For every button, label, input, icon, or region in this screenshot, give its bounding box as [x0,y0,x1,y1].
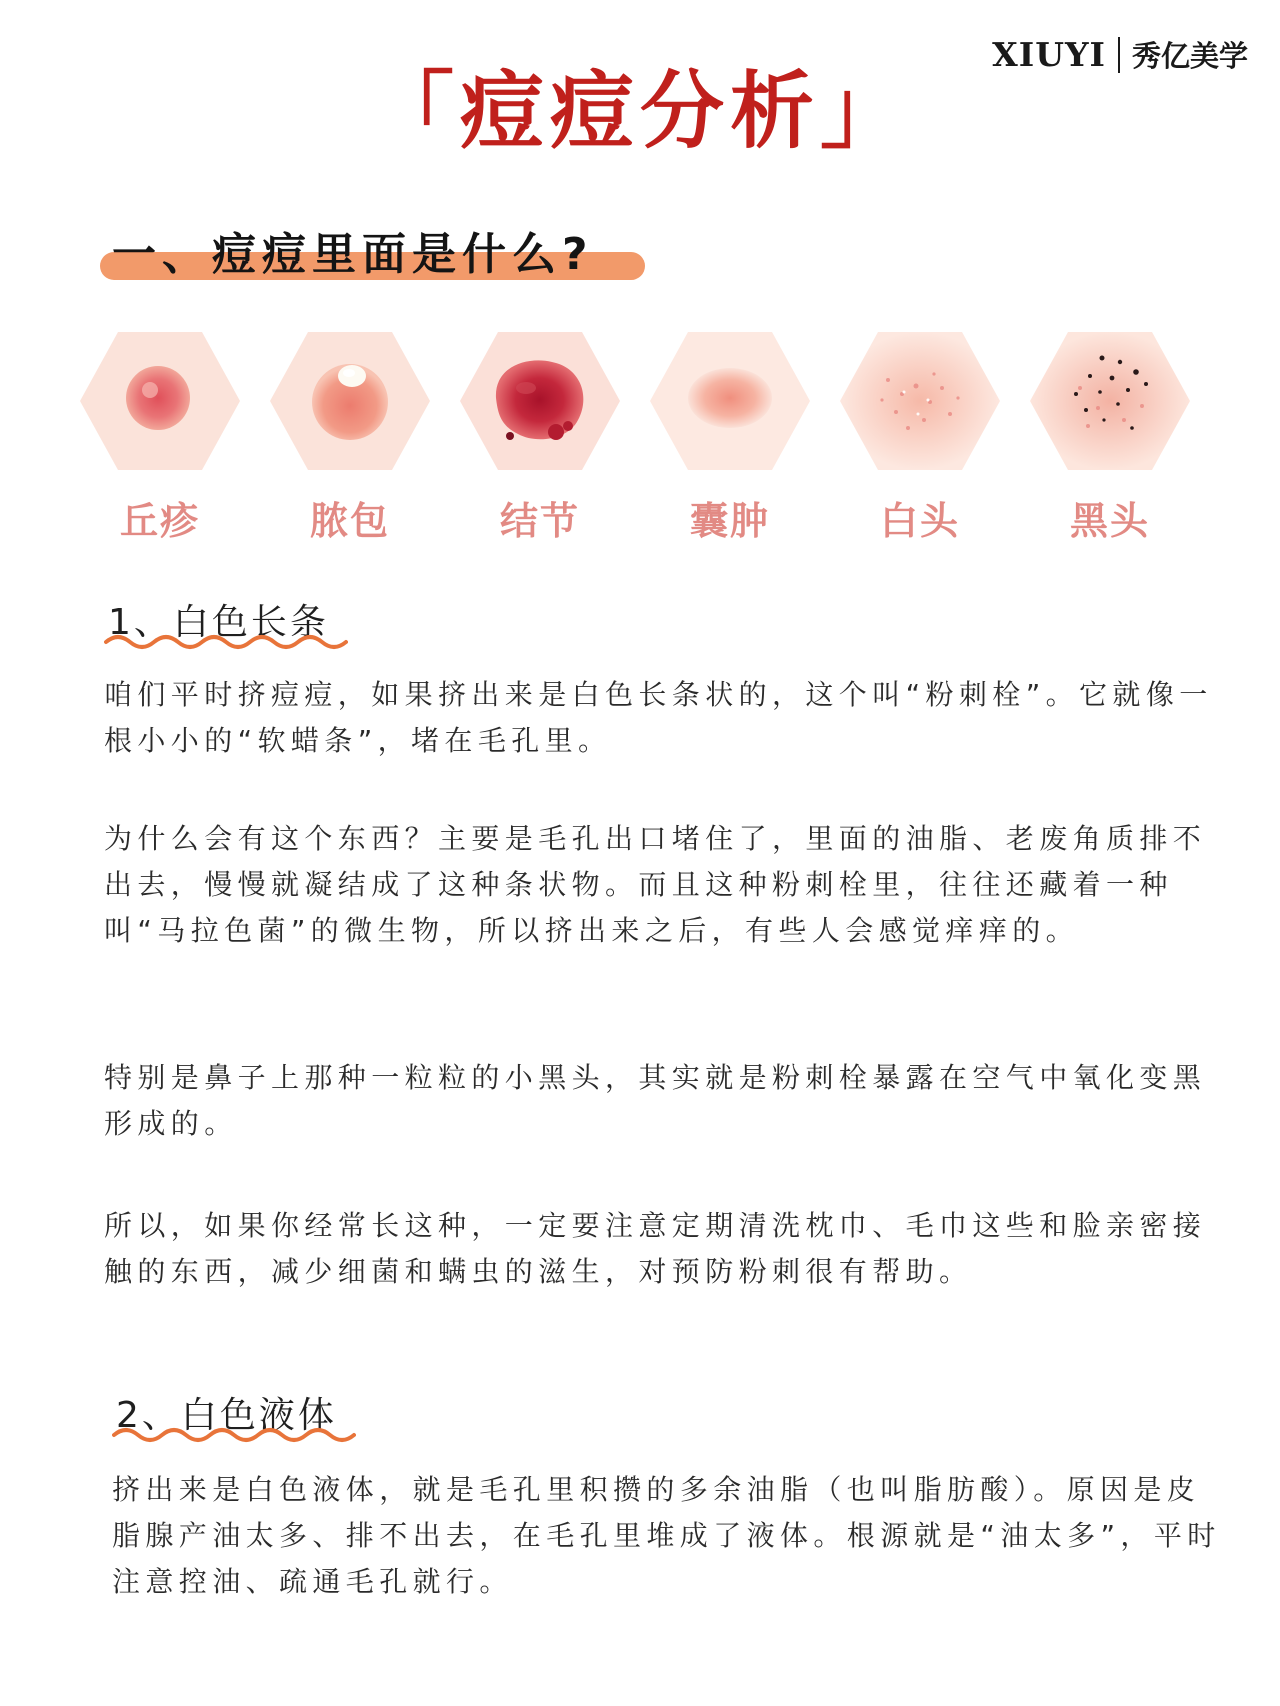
paragraph: 咱们平时挤痘痘，如果挤出来是白色长条状的，这个叫“粉刺栓”。它就像一根小小的“软蜡条”，堵在毛孔里。 [104,678,1213,757]
acne-type-blackhead [1028,328,1198,548]
section-heading-text: 一、痘痘里面是什么? [112,229,594,280]
subheading-white-strip [108,594,329,645]
acne-type-label: 黑头 [1069,499,1150,543]
nodule-image [458,328,622,474]
brand-name-en: XIUYI [992,35,1106,74]
acne-type-pustule [268,328,438,548]
section-heading [100,218,660,288]
acne-types-row [78,328,1208,548]
cyst-image [648,328,812,474]
wave-underline-icon [112,1423,356,1443]
paragraph: 所以，如果你经常长这种，一定要注意定期清洗枕巾、毛巾这些和脸亲密接触的东西，减少细菌和螨虫的滋生，对预防粉刺很有帮助。 [104,1209,1207,1288]
wave-underline-icon [104,630,348,650]
acne-type-label: 囊肿 [689,499,770,543]
paragraph: 为什么会有这个东西？主要是毛孔出口堵住了，里面的油脂、老废角质排不出去，慢慢就凝结成了这种条状物。而且这种粉刺栓里，往往还藏着一种叫“马拉色菌”的微生物，所以挤出来之后，有些人会感觉痒痒的。 [104,822,1207,947]
acne-type-label: 丘疹 [119,499,200,543]
whitehead-image [838,328,1002,474]
subheading-white-liquid [116,1387,337,1438]
acne-type-papule [78,328,248,548]
papule-image [78,328,242,474]
paragraph: 特别是鼻子上那种一粒粒的小黑头，其实就是粉刺栓暴露在空气中氧化变黑形成的。 [104,1061,1207,1140]
pustule-image [268,328,432,474]
acne-type-label: 脓包 [309,499,390,543]
acne-type-label: 白头 [879,499,960,543]
acne-type-cyst [648,328,818,548]
blackhead-image [1028,328,1192,474]
acne-type-whitehead [838,328,1008,548]
acne-type-nodule [458,328,628,548]
subheading-text: 2、白色液体 [116,1395,337,1436]
brand-name-cn: 秀亿美学 [1131,39,1248,73]
paragraph: 挤出来是白色液体，就是毛孔里积攒的多余油脂（也叫脂肪酸）。原因是皮脂腺产油太多、排不出去，在毛孔里堆成了液体。根源就是“油太多”，平时注意控油、疏通毛孔就行。 [112,1473,1221,1598]
page-title: 「痘痘分析」 [369,62,910,160]
subheading-text: 1、白色长条 [108,602,329,643]
acne-type-label: 结节 [499,499,580,543]
